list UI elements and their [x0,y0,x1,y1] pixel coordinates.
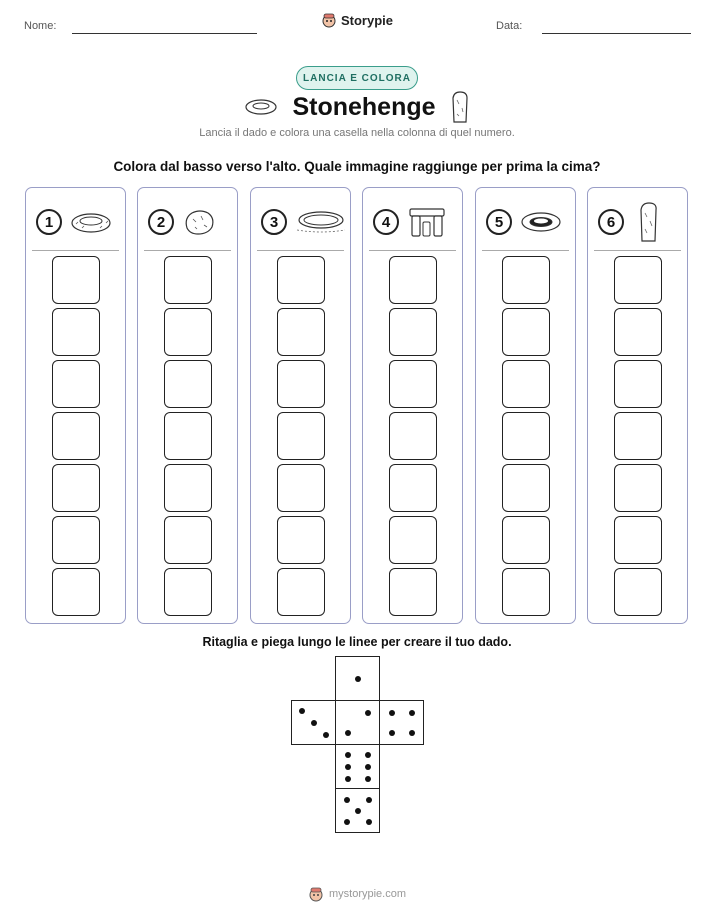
storypie-mascot-icon [308,886,324,902]
subtitle: Lancia il dado e colora una casella nella colonna di quel numero. [199,127,515,139]
color-box[interactable] [389,464,437,512]
color-box[interactable] [614,256,662,304]
color-box[interactable] [52,568,100,616]
ditch-ring-icon [520,210,562,234]
color-box[interactable] [52,308,100,356]
trilithon-icon [407,206,447,238]
date-label: Data: [496,20,523,32]
color-box[interactable] [502,360,550,408]
stone-circle-icon [295,209,347,235]
color-box[interactable] [389,516,437,564]
name-label: Nome: [24,20,57,32]
column-divider [482,250,569,251]
column-number: 4 [373,209,399,235]
die-face-4 [379,700,424,745]
color-box[interactable] [52,412,100,460]
die-pip [344,797,350,803]
color-box[interactable] [502,256,550,304]
color-box[interactable] [502,568,550,616]
die-face-3 [291,700,336,745]
die-pip [366,819,372,825]
column-divider [594,250,681,251]
stone-ring-icon [244,98,278,116]
die-pip [365,752,371,758]
color-box[interactable] [502,412,550,460]
brand-name: Storypie [340,12,393,28]
die-face-2 [335,700,380,745]
page-title: Stonehenge [292,92,436,121]
color-box[interactable] [389,412,437,460]
color-box[interactable] [502,516,550,564]
die-pip [389,710,395,716]
die-pip [323,732,329,738]
column-4 [362,187,463,624]
column-divider [144,250,231,251]
color-box[interactable] [164,464,212,512]
color-box[interactable] [277,412,325,460]
color-box[interactable] [389,360,437,408]
color-box[interactable] [164,516,212,564]
color-box[interactable] [277,568,325,616]
stone-ring-icon [70,210,112,234]
die-pip [365,776,371,782]
color-box[interactable] [164,360,212,408]
column-3 [250,187,351,624]
instruction: Colora dal basso verso l'alto. Quale immagine raggiunge per prima la cima? [113,159,601,174]
brand-logo [0,12,714,28]
cut-instruction: Ritaglia e piega lungo le linee per creare il tuo dado. [202,635,512,649]
die-pip [389,730,395,736]
color-box[interactable] [389,256,437,304]
die-pip [311,720,317,726]
color-box[interactable] [277,360,325,408]
die-pip [355,808,361,814]
die-pip [365,710,371,716]
column-1 [25,187,126,624]
color-box[interactable] [614,412,662,460]
color-box[interactable] [164,568,212,616]
column-divider [32,250,119,251]
column-number: 6 [598,209,624,235]
activity-badge: LANCIA E COLORA [296,66,418,90]
storypie-mascot-icon [321,12,337,28]
color-box[interactable] [389,308,437,356]
color-box[interactable] [164,308,212,356]
die-pip [365,764,371,770]
column-number: 2 [148,209,174,235]
rock-icon [182,208,216,236]
die-pip [355,676,361,682]
color-box[interactable] [164,412,212,460]
die-pip [409,730,415,736]
date-write-line[interactable] [542,33,691,34]
column-divider [257,250,344,251]
standing-stone-icon [638,201,660,243]
color-box[interactable] [164,256,212,304]
column-number: 1 [36,209,62,235]
die-face-6 [335,744,380,789]
die-pip [366,797,372,803]
color-box[interactable] [614,308,662,356]
color-box[interactable] [52,464,100,512]
color-box[interactable] [614,568,662,616]
color-box[interactable] [52,256,100,304]
die-pip [299,708,305,714]
color-box[interactable] [614,516,662,564]
column-number: 3 [261,209,287,235]
column-5 [475,187,576,624]
color-box[interactable] [502,308,550,356]
die-pip [345,730,351,736]
die-face-5 [335,788,380,833]
color-box[interactable] [277,256,325,304]
footer-url: mystorypie.com [328,888,407,900]
color-box[interactable] [389,568,437,616]
column-number: 5 [486,209,512,235]
footer [0,886,714,902]
color-box[interactable] [277,464,325,512]
die-pip [345,764,351,770]
color-box[interactable] [277,516,325,564]
color-box[interactable] [277,308,325,356]
column-divider [369,250,456,251]
color-box[interactable] [614,464,662,512]
die-face-1 [335,656,380,701]
name-write-line[interactable] [72,33,257,34]
column-2 [137,187,238,624]
die-pip [409,710,415,716]
color-box[interactable] [614,360,662,408]
color-box[interactable] [52,360,100,408]
die-pip [345,752,351,758]
standing-stone-icon [450,90,470,124]
die-pip [345,776,351,782]
column-6 [587,187,688,624]
color-box[interactable] [502,464,550,512]
die-pip [344,819,350,825]
color-box[interactable] [52,516,100,564]
